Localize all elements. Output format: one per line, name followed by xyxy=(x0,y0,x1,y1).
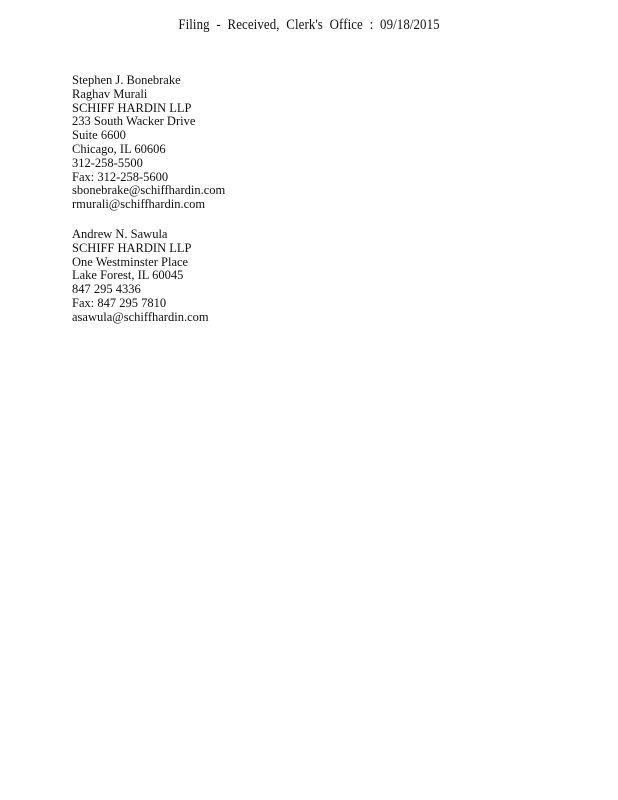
street-address: 233 South Wacker Drive xyxy=(72,114,196,129)
suite: Suite 6600 xyxy=(72,128,126,143)
firm-name: SCHIFF HARDIN LLP xyxy=(72,240,192,255)
fax-number: Fax: 312-258-5600 xyxy=(72,169,169,184)
attorney-name: Stephen J. Bonebrake xyxy=(72,73,181,87)
phone-number: 312-258-5500 xyxy=(72,155,143,170)
city-state-zip: Lake Forest, IL 60045 xyxy=(72,268,184,283)
email-address: rmurali@schiffhardin.com xyxy=(72,197,206,212)
firm-name: SCHIFF HARDIN LLP xyxy=(72,100,192,115)
filing-stamp-header: Filing - Received, Clerk's Office : 09/18/2015 xyxy=(178,17,440,33)
attorney-name: Andrew N. Sawula xyxy=(72,227,168,241)
email-address: sbonebrake@schiffhardin.com xyxy=(72,183,226,198)
street-address: One Westminster Place xyxy=(72,254,189,269)
contact-block-sawula xyxy=(72,228,209,325)
attorney-name: Raghav Murali xyxy=(72,86,148,101)
contact-block-bonebrake-murali xyxy=(72,74,225,212)
phone-number: 847 295 4336 xyxy=(72,282,141,297)
fax-number: Fax: 847 295 7810 xyxy=(72,295,167,310)
city-state-zip: Chicago, IL 60606 xyxy=(72,141,166,156)
email-address: asawula@schiffhardin.com xyxy=(72,309,209,324)
